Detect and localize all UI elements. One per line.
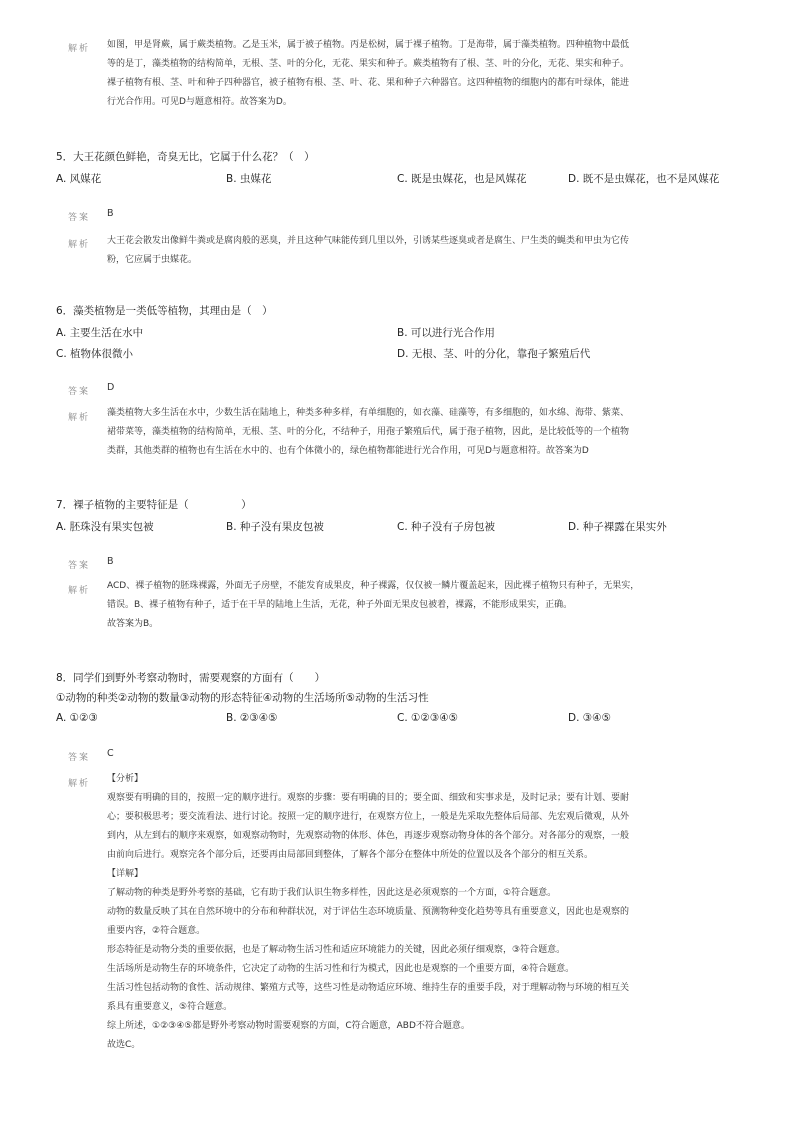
analysis-line: 如图，甲是肾蕨，属于蕨类植物。乙是玉米，属于被子植物。丙是松树，属于裸子植物。丁是海带，属于藻类植物。四种植物中最低 bbox=[107, 40, 630, 50]
question-5-stem: 5．大王花颜色鲜艳，奇臭无比，它属于什么花？（ ） bbox=[56, 151, 315, 163]
q6-option-a: A. 主要生活在水中 bbox=[56, 327, 144, 339]
analysis-line: 等的是丁，藻类植物的结构简单，无根、茎、叶的分化，无花、果实和种子。蕨类植物有了根、茎、叶的分化，无花、果实和种子。 bbox=[107, 59, 630, 69]
analysis-tag: 解析 bbox=[68, 586, 91, 596]
analysis-line: 行光合作用。可见D与题意相符。故答案为D。 bbox=[107, 97, 292, 107]
analysis-line: 观察要有明确的目的，按照一定的顺序进行。观察的步骤：要有明确的目的；要全面、细致和实事求是，及时记录；要有计划、要耐 bbox=[107, 793, 630, 803]
analysis-tag: 解析 bbox=[68, 240, 91, 250]
q5-option-a: A. 风媒花 bbox=[56, 173, 102, 185]
q4-analysis bbox=[107, 36, 732, 112]
q8-option-c: C. ①②③④⑤ bbox=[397, 712, 459, 724]
q7-option-b: B. 种子没有果皮包被 bbox=[226, 521, 324, 533]
analysis-tag: 解析 bbox=[68, 44, 91, 54]
q5-option-b: B. 虫媒花 bbox=[226, 173, 272, 185]
q7-option-c: C. 种子没有子房包被 bbox=[397, 521, 496, 533]
analysis-line: 综上所述，①②③④⑤都是野外考察动物时需要观察的方面，C符合题意，ABD不符合题意。 bbox=[107, 1021, 470, 1031]
q6-analysis bbox=[107, 404, 732, 461]
analysis-line: 藻类植物大多生活在水中，少数生活在陆地上，种类多种多样，有单细胞的，如衣藻、硅藻等，有多细胞的，如水绵、海带、紫菜、 bbox=[107, 408, 630, 418]
q6-option-d: D. 无根、茎、叶的分化，靠孢子繁殖后代 bbox=[397, 348, 591, 360]
analysis-tag: 解析 bbox=[68, 779, 91, 789]
q5-option-d: D. 既不是虫媒花，也不是风媒花 bbox=[568, 173, 720, 185]
q5-answer: B bbox=[107, 208, 114, 219]
q8-analysis bbox=[107, 770, 732, 1055]
q6-option-c: C. 植物体很微小 bbox=[56, 348, 134, 360]
q8-option-d: D. ③④⑤ bbox=[568, 712, 611, 724]
analysis-line: 大王花会散发出像鲜牛粪或是腐肉般的恶臭，并且这种气味能传到几里以外，引诱某些逐臭或者是腐生、尸生类的蝇类和甲虫为它传 bbox=[107, 236, 630, 246]
analysis-line: 动物的数量反映了其在自然环境中的分布和种群状况，对于评估生态环境质量、预测物种变化趋势等具有重要意义，因此也是观察的 bbox=[107, 907, 630, 917]
analysis-line: 由前向后进行。观察完各个部分后，还要再由局部回到整体，了解各个部分在整体中所处的位置以及各个部分的相互关系。 bbox=[107, 850, 594, 860]
analysis-line: 类群，其他类群的植物也有生活在水中的、也有个体微小的，绿色植物都能进行光合作用，可见D与题意相符。故答案为D bbox=[107, 446, 589, 456]
q7-answer: B bbox=[107, 556, 114, 567]
q5-analysis bbox=[107, 232, 732, 270]
answer-tag: 答案 bbox=[68, 213, 91, 223]
analysis-line: 【分析】 bbox=[107, 774, 144, 784]
answer-tag: 答案 bbox=[68, 387, 91, 397]
analysis-line: 粉，它应属于虫媒花。 bbox=[107, 255, 198, 265]
analysis-line: 故答案为B。 bbox=[107, 619, 159, 629]
analysis-line: 生活场所是动物生存的环境条件，它决定了动物的生活习性和行为模式，因此也是观察的一个重要方面，④符合题意。 bbox=[107, 964, 575, 974]
question-8-items: ①动物的种类②动物的数量③动物的形态特征④动物的生活场所⑤动物的生活习性 bbox=[56, 692, 429, 704]
q8-option-b: B. ②③④⑤ bbox=[226, 712, 278, 724]
analysis-tag: 解析 bbox=[68, 413, 91, 423]
analysis-line: 错误。B、裸子植物有种子，适于在干旱的陆地上生活，无花，种子外面无果皮包被着，裸露，不能形成果实，正确。 bbox=[107, 600, 573, 610]
q7-option-a: A. 胚珠没有果实包被 bbox=[56, 521, 154, 533]
question-6-stem: 6．藻类植物是一类低等植物，其理由是（ ） bbox=[56, 305, 273, 317]
q7-analysis bbox=[107, 577, 732, 634]
analysis-line: 了解动物的种类是野外考察的基础，它有助于我们认识生物多样性，因此这是必须观察的一个方面，①符合题意。 bbox=[107, 888, 557, 898]
analysis-line: 重要内容，②符合题意。 bbox=[107, 926, 206, 936]
analysis-line: 裙带菜等，藻类植物的结构简单，无根、茎、叶的分化，不结种子，用孢子繁殖后代，属于孢子植物，因此，是比较低等的一个植物 bbox=[107, 427, 630, 437]
q8-option-a: A. ①②③ bbox=[56, 712, 98, 724]
question-8-stem: 8．同学们到野外考察动物时，需要观察的方面有（ ） bbox=[56, 672, 326, 684]
analysis-line: 生活习性包括动物的食性、活动规律、繁殖方式等，这些习性是动物适应环境、维持生存的重要手段，对于理解动物与环境的相互关 bbox=[107, 983, 630, 993]
analysis-line: 心；要积极思考；要交流看法、进行讨论。按照一定的顺序进行，在观察方位上，一般是先采取先整体后局部、先宏观后微观，从外 bbox=[107, 812, 630, 822]
answer-tag: 答案 bbox=[68, 561, 91, 571]
q8-answer: C bbox=[107, 748, 114, 759]
analysis-line: 到内，从左到右的顺序来观察，如观察动物时，先观察动物的体形、体色，再逐步观察动物身体的各个部分。对各部分的观察，一般 bbox=[107, 831, 630, 841]
analysis-line: 【详解】 bbox=[107, 869, 144, 879]
analysis-line: 系具有重要意义，⑤符合题意。 bbox=[107, 1002, 233, 1012]
analysis-line: ACD、裸子植物的胚珠裸露，外面无子房壁，不能发育成果皮，种子裸露，仅仅被一鳞片覆盖起来，因此裸子植物只有种子，无果实， bbox=[107, 581, 640, 591]
q6-answer: D bbox=[107, 382, 115, 393]
q5-option-c: C. 既是虫媒花，也是风媒花 bbox=[397, 173, 527, 185]
question-7-stem: 7．裸子植物的主要特征是（ ） bbox=[56, 499, 252, 511]
analysis-line: 故选C。 bbox=[107, 1040, 141, 1050]
answer-tag: 答案 bbox=[68, 753, 91, 763]
analysis-line: 裸子植物有根、茎、叶和种子四种器官，被子植物有根、茎、叶、花、果和种子六种器官。这四种植物的细胞内的都有叶绿体，能进 bbox=[107, 78, 630, 88]
analysis-line: 形态特征是动物分类的重要依据，也是了解动物生活习性和适应环境能力的关键，因此必须仔细观察，③符合题意。 bbox=[107, 945, 566, 955]
q7-option-d: D. 种子裸露在果实外 bbox=[568, 521, 667, 533]
q6-option-b: B. 可以进行光合作用 bbox=[397, 327, 495, 339]
